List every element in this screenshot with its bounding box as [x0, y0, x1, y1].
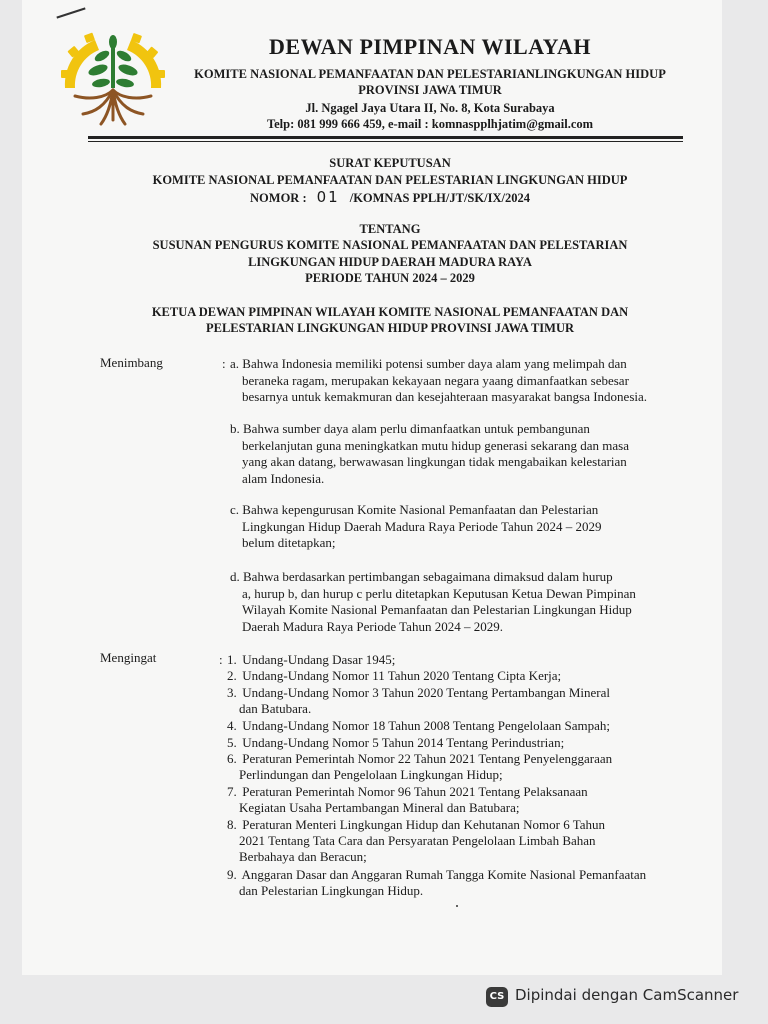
letterhead-rule: [88, 136, 683, 139]
mengingat-label: Mengingat: [100, 650, 157, 665]
item-line: Undang-Undang Nomor 5 Tahun 2014 Tentang Perindustrian;: [242, 735, 565, 750]
item-marker: c.: [230, 502, 240, 517]
mengingat-item-7: [227, 784, 667, 816]
menimbang-item-c: [230, 502, 670, 552]
item-line: Berbahaya dan Beracun;: [239, 849, 367, 864]
item-line: Undang-Undang Nomor 11 Tahun 2020 Tentang Cipta Kerja;: [242, 668, 562, 683]
item-number: 9.: [227, 867, 237, 882]
menimbang-item-b: [230, 421, 670, 487]
mengingat-item-1: [227, 652, 667, 668]
mengingat-item-8: [227, 817, 667, 865]
item-number: 1.: [227, 652, 237, 667]
item-line: Undang-Undang Nomor 18 Tahun 2008 Tentang Pengelolaan Sampah;: [242, 718, 611, 733]
item-line: Bahwa berdasarkan pertimbangan sebagaimana dimaksud dalam hurup: [243, 569, 613, 584]
nomor-handwritten: 01: [316, 188, 340, 206]
item-line: Bahwa sumber daya alam perlu dimanfaatkan untuk pembangunan: [243, 421, 590, 436]
item-marker: a.: [230, 356, 240, 371]
item-line: a, hurup b, dan hurup c perlu ditetapkan Keputusan Ketua Dewan Pimpinan: [242, 585, 636, 601]
menimbang-item-d: [230, 569, 670, 635]
subject-line-1: SUSUNAN PENGURUS KOMITE NASIONAL PEMANFAATAN DAN PELESTARIAN: [152, 238, 628, 252]
letter-number: [60, 188, 720, 206]
item-number: 8.: [227, 817, 237, 832]
letterhead-contact: Telp: 081 999 666 459, e-mail : komnaspplhjatim@gmail.com: [266, 117, 594, 131]
item-line: Lingkungan Hidup Daerah Madura Raya Periode Tahun 2024 – 2029: [242, 518, 602, 534]
letter-type: SURAT KEPUTUSAN: [329, 156, 451, 170]
letterhead-organization: KOMITE NASIONAL PEMANFAATAN DAN PELESTARIANLINGKUNGAN HIDUP: [194, 67, 666, 81]
item-line: dan Pelestarian Lingkungan Hidup.: [239, 883, 424, 898]
item-line: belum ditetapkan;: [242, 535, 336, 550]
letterhead-rule-thin: [88, 141, 683, 142]
mengingat-item-6: [227, 751, 667, 783]
issuer-line-1: KETUA DEWAN PIMPINAN WILAYAH KOMITE NASIONAL PEMANFAATAN DAN: [151, 305, 629, 319]
item-marker: d.: [230, 569, 240, 584]
subject-line-3: PERIODE TAHUN 2024 – 2029: [305, 271, 475, 285]
letterhead-province: PROVINSI JAWA TIMUR: [358, 83, 502, 97]
menimbang-label: Menimbang: [100, 355, 163, 370]
nomor-label: NOMOR :: [250, 191, 307, 205]
camscanner-icon: CS: [486, 987, 508, 1007]
item-line: 2021 Tentang Tata Cara dan Persyaratan Pengelolaan Limbah Bahan: [239, 833, 596, 848]
mengingat-item-4: [227, 718, 667, 734]
item-number: 2.: [227, 668, 237, 683]
item-line: Undang-Undang Dasar 1945;: [242, 652, 396, 667]
item-line: Wilayah Komite Nasional Pemanfaatan dan Pelestarian Lingkungan Hidup: [242, 602, 632, 617]
camscanner-watermark: Dipindai dengan CamScanner: [515, 986, 739, 1004]
item-line: alam Indonesia.: [242, 470, 325, 486]
mengingat-colon: :: [219, 652, 223, 667]
menimbang-item-a: [230, 356, 670, 406]
nomor-suffix: /KOMNAS PPLH/JT/SK/IX/2024: [349, 191, 530, 205]
mengingat-item-5: [227, 735, 667, 751]
item-line: Undang-Undang Nomor 3 Tahun 2020 Tentang Pertambangan Mineral: [242, 685, 611, 700]
stray-dot: [456, 905, 458, 907]
item-number: 6.: [227, 751, 237, 766]
item-line: beraneka ragam, merupakan kekayaan negara yaang dimanfaatkan sebesar: [242, 372, 629, 388]
item-line: Anggaran Dasar dan Anggaran Rumah Tangga Komite Nasional Pemanfaatan: [241, 867, 647, 882]
organization-logo: [55, 28, 171, 128]
tentang-heading: TENTANG: [359, 222, 421, 236]
item-number: 3.: [227, 685, 237, 700]
item-number: 5.: [227, 735, 237, 750]
item-marker: b.: [230, 421, 240, 436]
mengingat-item-9: [227, 867, 677, 899]
letterhead-address: Jl. Ngagel Jaya Utara II, No. 8, Kota Surabaya: [305, 101, 555, 115]
item-line: Perlindungan dan Pengelolaan Lingkungan Hidup;: [239, 767, 503, 782]
letter-organization: KOMITE NASIONAL PEMANFAATAN DAN PELESTARIAN LINGKUNGAN HIDUP: [152, 173, 628, 187]
item-line: berkelanjutan guna meningkatkan mutu hidup generasi sekarang dan masa: [242, 437, 629, 453]
item-line: Peraturan Pemerintah Nomor 96 Tahun 2021 Tentang Pelaksanaan: [242, 784, 588, 799]
letterhead-title: DEWAN PIMPINAN WILAYAH: [269, 34, 591, 59]
item-line: Bahwa Indonesia memiliki potensi sumber daya alam yang melimpah dan: [242, 356, 627, 371]
issuer-line-2: PELESTARIAN LINGKUNGAN HIDUP PROVINSI JAWA TIMUR: [206, 321, 574, 335]
item-line: Bahwa kepengurusan Komite Nasional Pemanfaatan dan Pelestarian: [242, 502, 599, 517]
item-line: besarnya untuk kemakmuran dan kesejahteraan masyarakat bangsa Indonesia.: [242, 389, 648, 404]
item-number: 4.: [227, 718, 237, 733]
item-line: yang akan datang, berwawasan lingkungan tidak mengabaikan kelestarian: [242, 454, 627, 469]
subject-line-2: LINGKUNGAN HIDUP DAERAH MADURA RAYA: [248, 255, 532, 269]
item-line: Daerah Madura Raya Periode Tahun 2024 – 2029.: [242, 618, 503, 634]
item-number: 7.: [227, 784, 237, 799]
item-line: Peraturan Menteri Lingkungan Hidup dan Kehutanan Nomor 6 Tahun: [242, 817, 606, 832]
mengingat-item-2: [227, 668, 667, 684]
menimbang-colon: :: [222, 356, 226, 371]
mengingat-item-3: [227, 685, 667, 717]
item-line: Kegiatan Usaha Pertambangan Mineral dan Batubara;: [239, 800, 520, 815]
item-line: dan Batubara.: [239, 701, 312, 716]
item-line: Peraturan Pemerintah Nomor 22 Tahun 2021 Tentang Penyelenggaraan: [242, 751, 613, 766]
